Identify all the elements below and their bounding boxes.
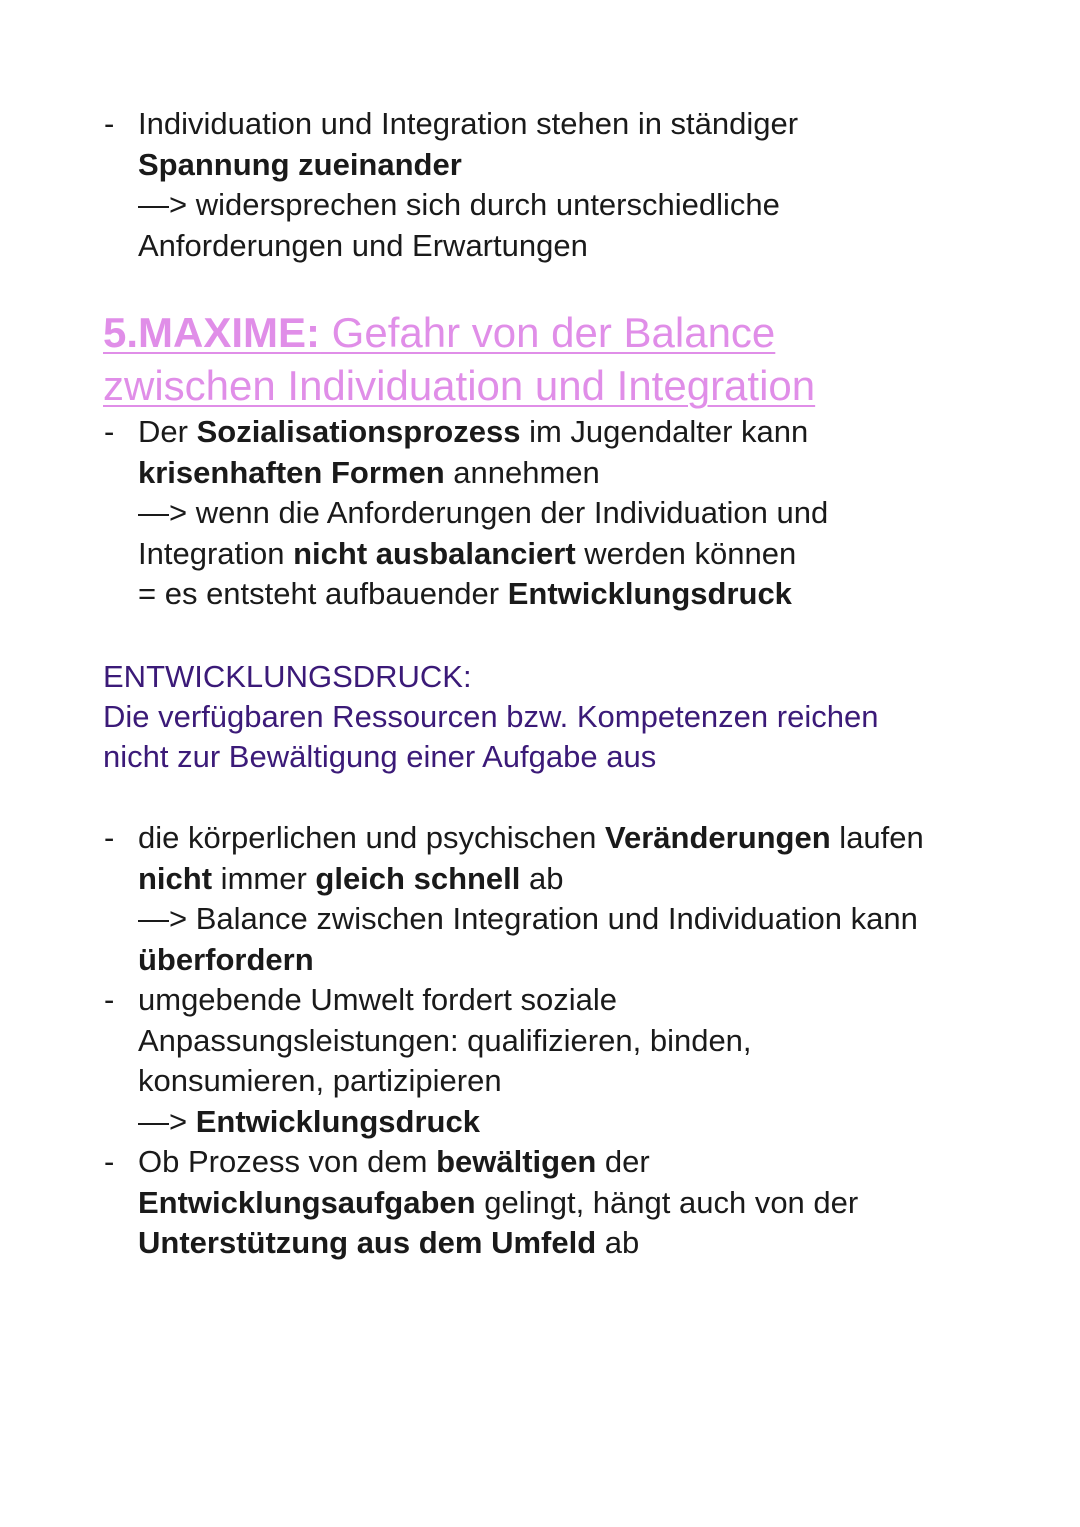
bullet-list [0, 818, 924, 1264]
intro-line-2: Spannung zueinander [138, 146, 462, 182]
bullet-dash: - [104, 982, 115, 1017]
intro-line-1: Individuation und Integration stehen in ständiger [138, 106, 799, 141]
bullet-dash: - [104, 820, 115, 855]
socialisation-line-2: krisenhaften Formen annehmen [138, 454, 600, 490]
definition-box [103, 657, 878, 777]
heading-title-part-1: Gefahr von der Balance [320, 309, 776, 356]
intro-line-4: Anforderungen und Erwartungen [138, 227, 588, 263]
definition-line-2: nicht zur Bewältigung einer Aufgabe aus [103, 739, 657, 774]
socialisation-line-3: —> wenn die Anforderungen der Individuation und [138, 495, 829, 530]
bullet-item-2: - umgebende Umwelt fordert soziale Anpassungsleistungen: qualifizieren, binden, konsumieren, partizipieren —> Entwicklungsdruck [104, 982, 752, 1139]
socialisation-line-1: Der Sozialisationsprozess im Jugendalter kann [138, 414, 809, 449]
heading-title-part-2: zwischen Individuation und Integration [103, 362, 816, 409]
intro-line-3: —> widersprechen sich durch unterschiedliche [138, 187, 780, 222]
socialisation-bullet [0, 412, 828, 615]
bullet-dash: - [104, 1144, 115, 1179]
section-heading [103, 306, 815, 412]
bullet-dash: - [104, 414, 115, 449]
definition-title: ENTWICKLUNGSDRUCK: [103, 659, 472, 694]
definition-line-1: Die verfügbaren Ressourcen bzw. Kompetenzen reichen [103, 699, 879, 734]
socialisation-line-4: Integration nicht ausbalanciert werden können [138, 535, 797, 571]
bullet-dash: - [104, 106, 115, 141]
socialisation-line-5: = es entsteht aufbauender Entwicklungsdruck [138, 576, 792, 611]
heading-label: 5.MAXIME: [103, 309, 321, 356]
bullet-item-3: - Ob Prozess von dem bewältigen der Entwicklungsaufgaben gelingt, hängt auch von der Unterstützung aus dem Umfeld ab [104, 1144, 859, 1260]
bullet-item-1: - die körperlichen und psychischen Veränderungen laufen nicht immer gleich schnell ab —> Balance zwischen Integration und Individuation kann überfordern [104, 820, 924, 977]
intro-bullet [0, 104, 798, 266]
